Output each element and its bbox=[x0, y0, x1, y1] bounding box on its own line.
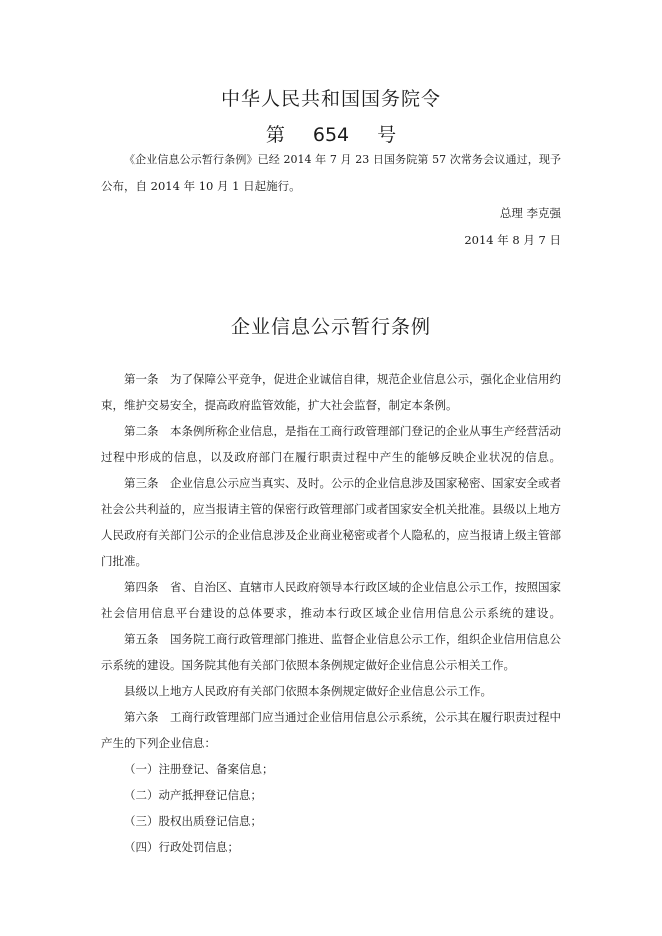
article-line: 第六条 工商行政管理部门应当通过企业信用信息公示系统，公示其在履行职责过程中 bbox=[124, 710, 561, 724]
list-item: （一）注册登记、备案信息； bbox=[124, 762, 274, 776]
decree-date: 2014 年 8 月 7 日 bbox=[464, 233, 561, 247]
decree-number-value: 654 bbox=[312, 124, 350, 146]
article-line: 县级以上地方人民政府有关部门依照本条例规定做好企业信息公示工作。 bbox=[124, 684, 492, 698]
article-line: 第一条 为了保障公平竞争，促进企业诚信自律，规范企业信息公示，强化企业信用约 bbox=[124, 372, 561, 386]
article-line: 第三条 企业信息公示应当真实、及时。公示的企业信息涉及国家秘密、国家安全或者 bbox=[124, 476, 561, 490]
article-line: 第五条 国务院工商行政管理部门推进、监督企业信息公示工作，组织企业信用信息公 bbox=[124, 632, 561, 646]
regulation-heading: 企业信息公示暂行条例 bbox=[230, 316, 431, 338]
article-line: 过程中形成的信息，以及政府部门在履行职责过程中产生的能够反映企业状况的信息。 bbox=[101, 450, 561, 464]
article-line: 第四条 省、自治区、直辖市人民政府领导本行政区域的企业信息公示工作，按照国家 bbox=[124, 580, 561, 594]
decree-text-line: 《企业信息公示暂行条例》已经 2014 年 7 月 23 日国务院第 57 次常务会议通过，现予 bbox=[124, 153, 561, 166]
decree-number-prefix: 第 bbox=[265, 124, 285, 146]
article-line: 第二条 本条例所称企业信息，是指在工商行政管理部门登记的企业从事生产经营活动 bbox=[124, 424, 561, 438]
decree-number-suffix: 号 bbox=[377, 124, 397, 146]
article-line: 社会公共利益的，应当报请主管的保密行政管理部门或者国家安全机关批准。县级以上地方 bbox=[101, 502, 561, 516]
article-line: 示系统的建设。国务院其他有关部门依照本条例规定做好企业信息公示相关工作。 bbox=[101, 658, 515, 672]
signatory: 总理 李克强 bbox=[499, 206, 561, 220]
decree-title: 中华人民共和国国务院令 bbox=[220, 88, 441, 110]
article-line: 束，维护交易安全，提高政府监管效能，扩大社会监督，制定本条例。 bbox=[101, 398, 458, 412]
decree-number bbox=[0, 120, 662, 147]
article-line: 门批准。 bbox=[101, 554, 147, 568]
decree-text-line: 公布，自 2014 年 10 月 1 日起施行。 bbox=[101, 179, 301, 193]
list-item: （三）股权出质登记信息； bbox=[124, 814, 262, 828]
list-item: （四）行政处罚信息； bbox=[124, 840, 239, 854]
article-line: 人民政府有关部门公示的企业信息涉及企业商业秘密或者个人隐私的，应当报请上级主管部 bbox=[101, 528, 561, 542]
list-item: （二）动产抵押登记信息； bbox=[124, 788, 262, 802]
article-line: 产生的下列企业信息： bbox=[101, 736, 216, 750]
article-line: 社会信用信息平台建设的总体要求，推动本行政区域企业信用信息公示系统的建设。 bbox=[101, 606, 561, 620]
